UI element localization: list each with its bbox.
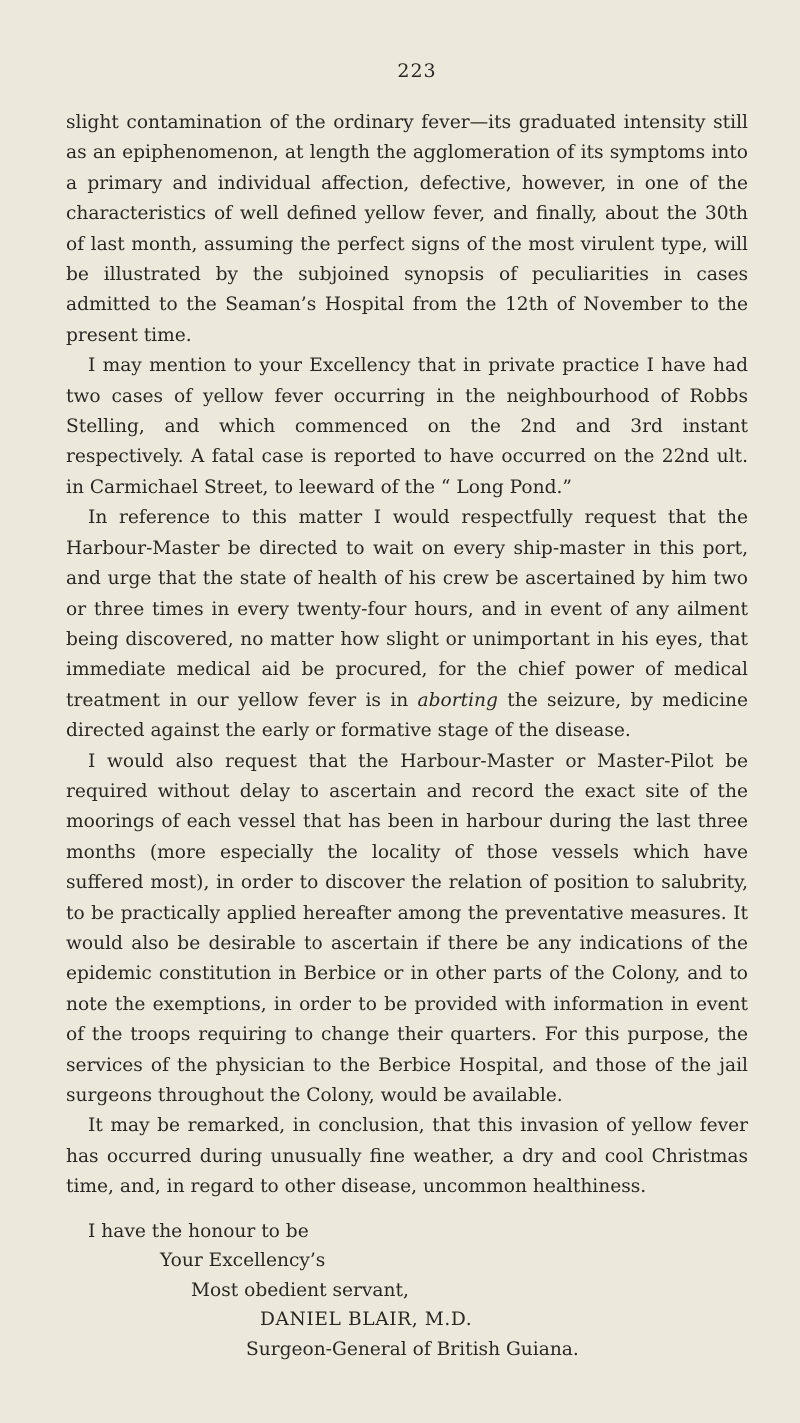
- signature-name: DANIEL BLAIR, M.D.: [260, 1309, 473, 1331]
- paragraph-3-text-after: the seizure, by medicine directed against the early or formative stage of the disease.: [66, 689, 749, 742]
- paragraph-1: slight contamination of the ordinary fever—its graduated intensity still as an epiphenomenon, at length the agglomeration of its symptoms into a primary and individual affection, defective, however, in one of the characteristics of well defined yellow fever, and finally, about the 30th of last month, assuming the perfect signs of the most virulent type, will be illustrated by the subjoined synopsis of peculiarities in cases admitted to the Seaman’s Hospital from the 12th of November to the present time.: [66, 112, 748, 346]
- page-number: 223: [397, 60, 437, 82]
- closing-line-excellency: Your Excellency’s: [160, 1250, 326, 1272]
- signature-title: Surgeon-General of British Guiana.: [246, 1338, 579, 1360]
- paragraph-5: It may be remarked, in conclusion, that this invasion of yellow fever has occurred during unusually fine weather, a dry and cool Christmas time, and, in regard to other disease, uncommon healthiness.: [66, 1115, 748, 1198]
- closing-line-honour: I have the honour to be: [88, 1220, 309, 1242]
- letter-closing: [66, 1217, 748, 1365]
- paragraph-3-text-before: In reference to this matter I would respectfully request that the Harbour-Master be directed to wait on every ship-master in this port, and urge that the state of health of his crew be ascertained by him two or three times in every twenty-four hours, and in event of any ailment being discovered, no matter how slight or unimportant in his eyes, that immediate medical aid be procured, for the chief power of medical treatment in our yellow fever is in: [66, 507, 748, 711]
- letter-body: [66, 108, 748, 1203]
- paragraph-3-emphasis: aborting: [417, 689, 498, 711]
- closing-line-servant: Most obedient servant,: [191, 1279, 409, 1301]
- paragraph-3: [66, 503, 748, 746]
- paragraph-2: I may mention to your Excellency that in private practice I have had two cases of yellow fever occurring in the neighbourhood of Robbs Stelling, and which commenced on the 2nd and 3rd instant respectively. A fatal case is reported to have occurred on the 22nd ult. in Carmichael Street, to leeward of the “ Long Pond.”: [66, 355, 748, 498]
- paragraph-4: I would also request that the Harbour-Master or Master-Pilot be required without delay to ascertain and record the exact site of the moorings of each vessel that has been in harbour during the last three months (more especially the locality of those vessels which have suffered most), in order to discover the relation of position to salubrity, to be practically applied hereafter among the preventative measures. It would also be desirable to ascertain if there be any indications of the epidemic constitution in Berbice or in other parts of the Colony, and to note the exemptions, in order to be provided with information in event of the troops requiring to change their quarters. For this purpose, the services of the physician to the Berbice Hospital, and those of the jail surgeons throughout the Colony, would be available.: [66, 750, 748, 1106]
